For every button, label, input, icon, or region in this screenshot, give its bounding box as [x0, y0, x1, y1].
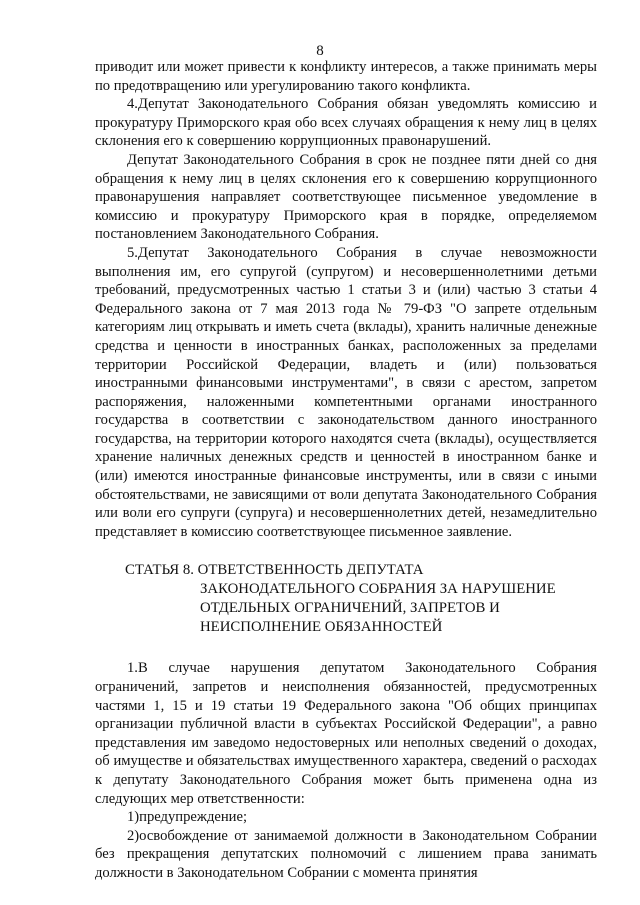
paragraph-notification-deadline: Депутат Законодательного Собрания в срок не позднее пяти дней со дня обращения к нему лиц в целях склонения его к совершению коррупционного правонарушения направляет соответствующее письменное уведомление в комиссию и прокуратуру Приморского края в порядке, определяемом постановлением Законодательного Собрания.: [95, 151, 597, 243]
article-heading-continuation: ЗАКОНОДАТЕЛЬНОГО СОБРАНИЯ ЗА НАРУШЕНИЕ ОТДЕЛЬНЫХ ОГРАНИЧЕНИЙ, ЗАПРЕТОВ И НЕИСПОЛНЕНИЕ ОБЯЗАННОСТЕЙ: [200, 581, 556, 636]
article-heading: [125, 561, 597, 637]
document-body: [95, 58, 597, 883]
list-item-release-from-office: 2)освобождение от занимаемой должности в Законодательном Собрании без прекращения депутатских полномочий с лишением права занимать должности в Законодательном Собрании с момента принятия: [95, 827, 597, 881]
list-item-warning: 1)предупреждение;: [127, 809, 247, 826]
page-number: 8: [316, 43, 324, 59]
paragraph-article8-clause-1: 1.В случае нарушения депутатом Законодательного Собрания ограничений, запретов и неисполнения обязанностей, предусмотренных частями 1, 15 и 19 статьи 19 Федерального закона "Об общих принципах организации публичной власти в субъектах Российской Федерации", а равно представления им заведомо недостоверных или неполных сведений о доходах, об имуществе и обязательствах имущественного характера, сведений о расходах к депутату Законодательного Собрания может быть применена одна из следующих мер ответственности:: [95, 660, 597, 807]
paragraph-clause-4: 4.Депутат Законодательного Собрания обязан уведомлять комиссию и прокуратуру Приморского края обо всех случаях обращения к нему лиц в целях склонения его к совершению коррупционных правонарушений.: [95, 96, 597, 150]
paragraph-clause-5: 5.Депутат Законодательного Собрания в случае невозможности выполнения им, его супругой (супругом) и несовершеннолетними детьми требований, предусмотренных частью 1 статьи 3 и (или) частью 3 статьи 4 Федерального закона от 7 мая 2013 года № 79-ФЗ "О запрете отдельным категориям лиц открывать и иметь счета (вклады), хранить наличные денежные средства и ценности в иностранных банках, расположенных за пределами территории Российской Федерации, владеть и (или) пользоваться иностранными финансовыми инструментами", в связи с арестом, запретом распоряжения, наложенными компетентными органами иностранного государства в соответствии с законодательством данного иностранного государства, на территории которого находятся счета (вклады), осуществляется хранение наличных денежных средств и ценностей в иностранном банке и (или) имеются иностранные финансовые инструменты, или в связи с иными обстоятельствами, не зависящими от воли депутата Законодательного Собрания или воли его супруги (супруга) и несовершеннолетних детей, незамедлительно представляет в комиссию соответствующее письменное заявление.: [95, 244, 597, 540]
article-heading-first-line: СТАТЬЯ 8. ОТВЕТСТВЕННОСТЬ ДЕПУТАТА: [125, 562, 424, 579]
paragraph-continuation: приводит или может привести к конфликту интересов, а также принимать меры по предотвращению или урегулированию такого конфликта.: [95, 59, 597, 94]
